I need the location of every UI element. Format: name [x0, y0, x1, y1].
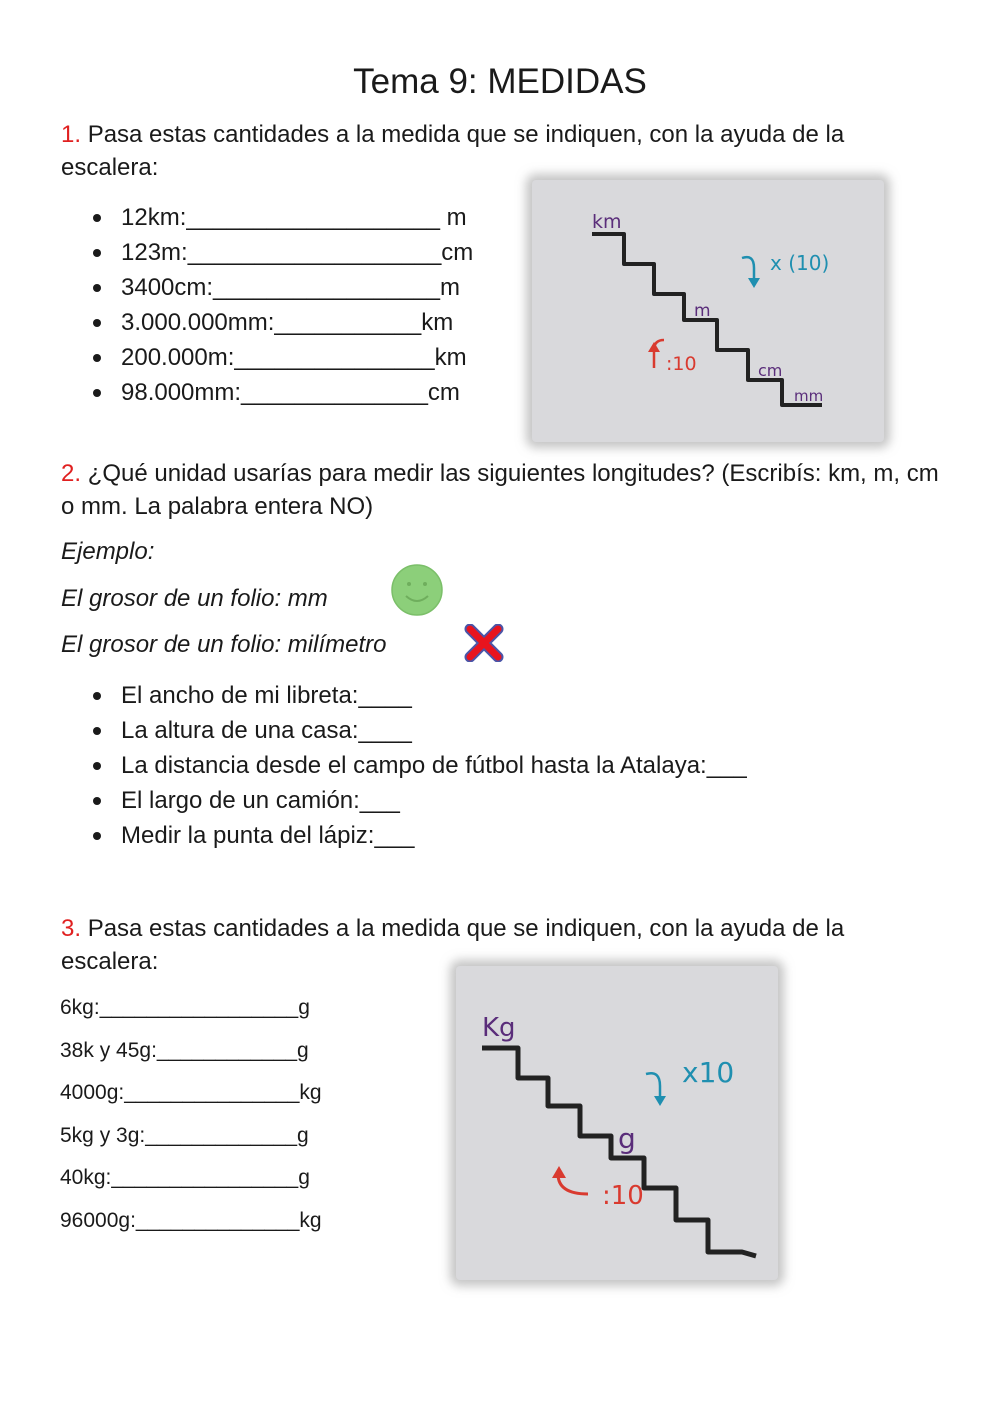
example-good: El grosor de un folio: mm	[61, 585, 328, 612]
q2-item[interactable]: El ancho de mi libreta:____	[61, 678, 747, 713]
page-title: Tema 9: MEDIDAS	[353, 62, 647, 101]
q1-item[interactable]: 3400cm:_________________m	[61, 270, 473, 305]
q3-item[interactable]: 38k y 45g:____________g	[60, 1038, 309, 1062]
q3-number: 3.	[61, 915, 82, 942]
cross-icon	[464, 624, 504, 662]
q3-item[interactable]: 40kg:________________g	[60, 1166, 310, 1189]
q2-item[interactable]: Medir la punta del lápiz:___	[61, 818, 747, 853]
divide-label: :10	[602, 1181, 644, 1211]
q1-text: Pasa estas cantidades a la medida que se indiquen, con la ayuda de la escalera:	[61, 121, 845, 181]
arrow-down-icon	[646, 1073, 660, 1100]
q1-item[interactable]: 12km:___________________ m	[61, 200, 473, 235]
q1-prompt	[61, 118, 946, 184]
q1-list	[61, 200, 473, 410]
q2-item[interactable]: La distancia desde el campo de fútbol hasta la Atalaya:___	[61, 748, 747, 783]
q2-item[interactable]: La altura de una casa:____	[61, 713, 747, 748]
q1-item[interactable]: 98.000mm:______________cm	[61, 375, 473, 410]
mass-staircase-drawing	[456, 966, 778, 1280]
q1-item[interactable]: 3.000.000mm:___________km	[61, 305, 473, 340]
example-bad: El grosor de un folio: milímetro	[61, 631, 387, 658]
q3-item[interactable]: 5kg y 3g:_____________g	[60, 1123, 309, 1147]
q2-item[interactable]: El largo de un camión:___	[61, 783, 747, 818]
q2-text: ¿Qué unidad usarías para medir las siguientes longitudes? (Escribís: km, m, cm o mm. La palabra entera NO)	[61, 460, 939, 520]
arrow-down-head-icon	[748, 278, 760, 288]
label-kg: Kg	[482, 1013, 516, 1043]
multiply-label: x10	[682, 1056, 735, 1089]
arrow-up-head-icon	[648, 342, 660, 352]
q3-item[interactable]: 6kg:_________________g	[60, 996, 310, 1019]
q3-list	[60, 987, 322, 1242]
label-g: g	[618, 1122, 636, 1155]
arrow-up-head-icon	[552, 1166, 566, 1178]
q1-number: 1.	[61, 121, 82, 148]
label-mm: mm	[794, 387, 824, 405]
multiply-label: x (10)	[770, 251, 830, 275]
label-m: m	[694, 301, 711, 321]
q3-text: Pasa estas cantidades a la medida que se indiquen, con la ayuda de la escalera:	[61, 915, 845, 975]
q2-number: 2.	[61, 460, 82, 487]
mass-staircase-photo	[456, 966, 778, 1280]
example-label: Ejemplo:	[61, 538, 155, 565]
label-km: km	[592, 211, 622, 233]
q2-prompt	[61, 457, 946, 523]
q1-item[interactable]: 200.000m:_______________km	[61, 340, 473, 375]
smiley-icon	[390, 563, 444, 617]
arrow-down-head-icon	[654, 1096, 666, 1106]
arrow-up-icon	[654, 340, 664, 368]
length-staircase-drawing	[532, 180, 884, 442]
q2-list	[61, 678, 747, 853]
label-cm: cm	[758, 361, 783, 380]
q3-item[interactable]: 4000g:_______________kg	[60, 1081, 322, 1104]
length-staircase-photo	[532, 180, 884, 442]
q1-item[interactable]: 123m:___________________cm	[61, 235, 473, 270]
q3-item[interactable]: 96000g:______________kg	[60, 1208, 322, 1232]
divide-label: :10	[666, 353, 697, 375]
